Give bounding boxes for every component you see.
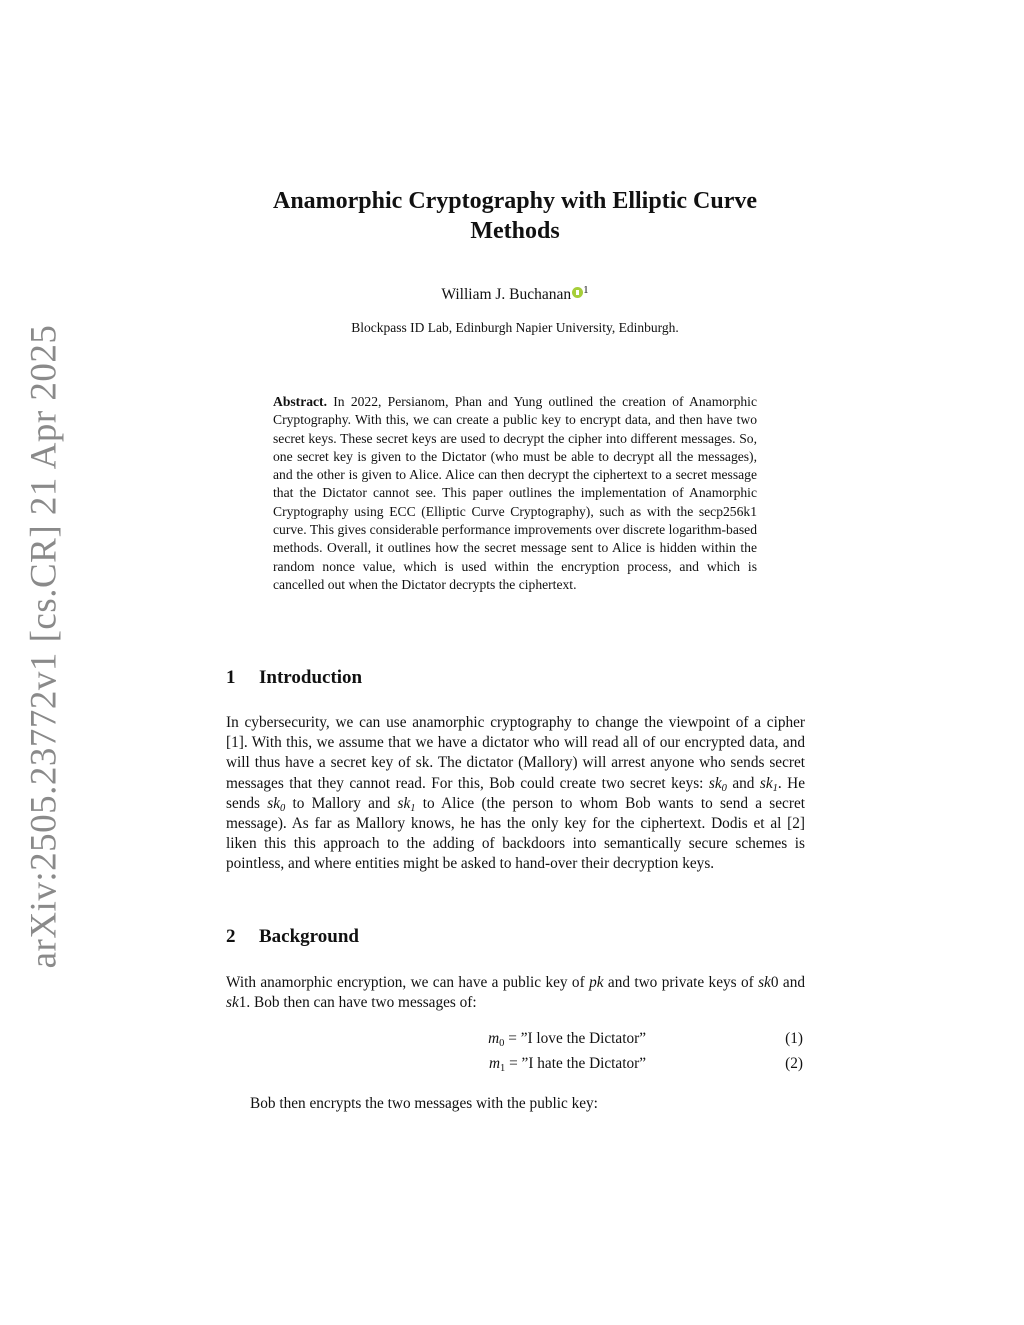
math-var: sk [708,774,722,792]
introduction-paragraph [226,713,805,875]
math-subscript: 0 [280,802,286,814]
math-var: m [488,1055,501,1072]
author-affiliation-mark: 1 [583,284,589,296]
math-sk0 [709,775,727,792]
math-var: sk [226,994,239,1012]
math-subscript: 1 [772,782,778,794]
arxiv-sidebar-stamp [14,324,74,968]
orcid-icon[interactable] [572,287,583,298]
math-sk1 [398,795,416,812]
text-run: and two private keys of [603,974,759,991]
equation-rhs: = ”I love the Dictator” [504,1030,646,1047]
math-pk: pk [589,974,604,991]
paper-title [200,186,830,246]
equation-number: (2) [785,1055,803,1072]
text-run: and [778,974,805,991]
math-subscript: 0 [721,782,727,794]
math-var: sk [758,974,771,991]
text-run: to Alice (the person to whom Bob wants to send a secret message). As far as Mallory knows, he has the only key for the ciphertext. Dodis et al [2] liken this this approach to the adding of backdoors into semantically secure schemes is pointless, and where entities might be asked to hand-over their decryption keys. [226,794,805,873]
author-line [200,284,830,304]
author-name: William J. Buchanan [441,286,572,303]
section-heading-introduction [226,667,362,689]
math-subscript: 0 [499,1038,505,1049]
background-paragraph-2: Bob then encrypts the two messages with the public key: [250,1095,598,1112]
math-digit: 0 [770,974,779,991]
text-run: and [726,774,760,792]
abstract-text: In 2022, Persianom, Phan and Yung outlined the creation of Anamorphic Cryptography. With this, we can create a public key to encrypt data, and then have two secret keys. These secret keys are used to decrypt the cipher into different messages. So, one secret key is given to the Dictator (who must be able to decrypt all the messages), and the other is given to Alice. Alice can then decrypt the ciphertext to a secret message that the Dictator cannot see. This paper outlines the implementation of Anamorphic Cryptography using ECC (Elliptic Curve Cryptography), such as with the secp256k1 curve. This gives considerable performance improvements over discrete logarithm-based methods. Overall, it outlines how the secret message sent to Alice is hidden within the random nonce value, which is used within the encryption process, and which is cancelled out when the Dictator decrypts the ciphertext. [273,394,757,592]
affiliation: Blockpass ID Lab, Edinburgh Napier University, Edinburgh. [351,320,679,335]
equation-1 [226,1030,805,1052]
math-digit: 1 [238,994,247,1012]
math-sk0-plain [758,974,771,991]
text-run: In cybersecurity, we can use anamorphic cryptography to change the viewpoint of a cipher [1]. With this, we assume that we have a dictator who will read all of our encrypted data, and will thus have a secret key of sk. The dictator (Mallory) will arrest anyone who sends secret messages that they cannot read. For this, Bob could create two secret keys: [226,714,805,792]
text-run: With anamorphic encryption, we can have a public key of [226,974,590,991]
abstract-label: Abstract. [273,394,327,409]
section-number: 1 [226,667,236,688]
math-sk1-plain [226,994,239,1011]
section-title: Introduction [259,667,363,688]
background-paragraph [226,973,805,1013]
abstract [273,393,757,594]
section-number: 2 [226,926,236,947]
math-sk1 [760,775,778,792]
title-line-2: Methods [470,218,560,244]
equation-body [416,1030,646,1048]
math-subscript: 1 [410,802,416,814]
section-title: Background [259,926,359,947]
math-var: sk [397,794,411,812]
math-var: m [488,1030,500,1047]
text-run: to Mallory and [285,794,398,812]
math-sk0 [267,795,285,812]
title-line-1: Anamorphic Cryptography with Elliptic Curve [272,188,757,214]
text-run: . Bob then can have two messages of: [246,994,477,1012]
math-var: sk [759,774,773,792]
equation-rhs: = ”I hate the Dictator” [505,1055,646,1072]
section-heading-background [226,926,359,948]
math-var: sk [267,794,280,812]
equation-number: (1) [785,1030,803,1047]
math-subscript: 1 [500,1063,506,1074]
equation-2 [226,1055,805,1077]
text-run: . He sends [226,774,805,812]
arxiv-stamp-text: arXiv:2505.23772v1 [cs.CR] 21 Apr 2025 [23,324,65,968]
equation-body [416,1055,646,1073]
